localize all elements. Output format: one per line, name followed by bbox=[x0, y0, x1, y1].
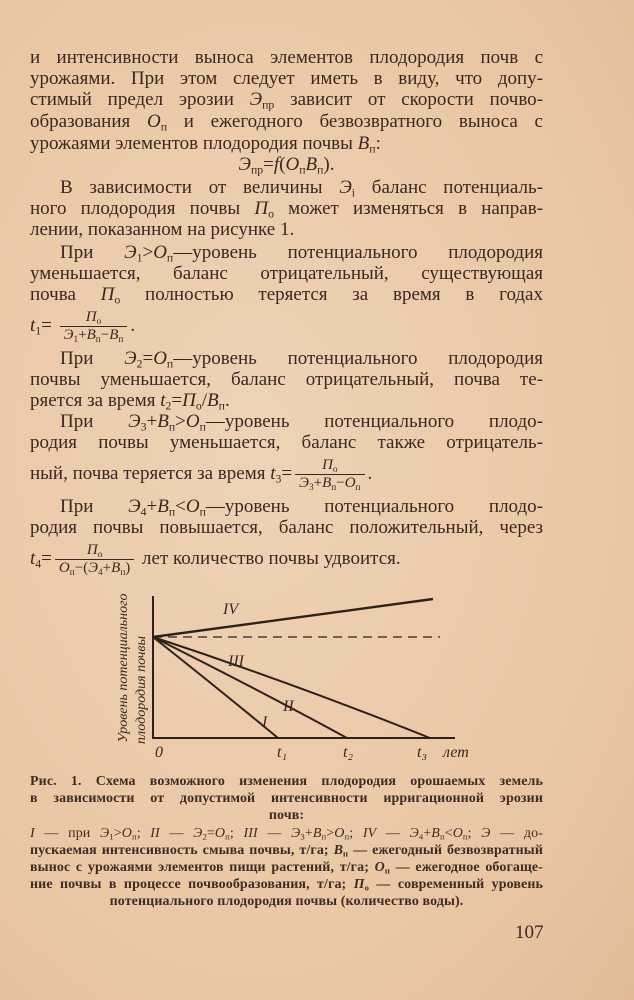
math-base: В bbox=[431, 826, 440, 841]
math-subscript: 3 bbox=[308, 482, 314, 493]
math-base: О bbox=[374, 860, 385, 875]
text-run: почвы уменьшается, баланс отрицательный, почва те- bbox=[30, 369, 543, 390]
text-run: < bbox=[175, 496, 186, 517]
math-base: О bbox=[58, 560, 70, 577]
math-base: П bbox=[85, 309, 97, 326]
math-base: Э bbox=[63, 327, 74, 344]
text-run: — современный уровень bbox=[369, 877, 543, 892]
text-run: — при bbox=[34, 826, 100, 841]
caption-line bbox=[30, 790, 543, 807]
text-run: При bbox=[60, 496, 129, 517]
math-base: В bbox=[312, 826, 322, 841]
math-base: Э bbox=[128, 496, 141, 517]
text-run: При bbox=[60, 348, 125, 369]
math-base: Э bbox=[128, 411, 141, 432]
text-run: урожаями. При этом следует иметь в виду, что допу- bbox=[30, 68, 543, 89]
text-run: ного плодородия почвы bbox=[30, 198, 255, 219]
math-subscript: п bbox=[120, 567, 126, 578]
math-subscript: п bbox=[168, 420, 176, 434]
math-subscript: о bbox=[114, 293, 121, 307]
math-base: t bbox=[30, 548, 36, 569]
math-symbol bbox=[334, 826, 349, 841]
math-subscript: п bbox=[355, 482, 361, 493]
math-symbol bbox=[354, 877, 369, 892]
label-curve-iii: III bbox=[228, 653, 244, 670]
math-base: Э bbox=[88, 560, 99, 577]
text-run: В зависимости от величины bbox=[60, 177, 340, 198]
text-run: родия почвы повышается, баланс положительный, через bbox=[30, 517, 543, 538]
math-base: Э bbox=[124, 348, 137, 369]
math-base: П bbox=[254, 198, 269, 219]
math-symbol bbox=[363, 826, 376, 841]
text-run: может изменяться в направ- bbox=[273, 198, 543, 219]
text-run: —уровень потенциального плодо- bbox=[205, 411, 543, 432]
curve-ii bbox=[153, 637, 347, 738]
math-subscript: 1 bbox=[73, 334, 79, 345]
math-subscript: о bbox=[96, 316, 102, 327]
text-run: — bbox=[159, 826, 194, 841]
math-subscript: i bbox=[351, 186, 356, 200]
math-subscript: 4 bbox=[140, 505, 147, 519]
curve-iv bbox=[153, 599, 433, 637]
text-run: : bbox=[375, 133, 381, 154]
label-curve-iv: IV bbox=[223, 601, 239, 618]
text-run: + bbox=[78, 327, 87, 344]
math-symbol bbox=[313, 826, 326, 841]
math-base: В bbox=[305, 154, 318, 175]
text-run: ( bbox=[279, 154, 286, 175]
math-base: В bbox=[322, 475, 332, 492]
text-run: почв: bbox=[268, 808, 305, 823]
math-subscript: п bbox=[168, 505, 176, 519]
math-base: О bbox=[185, 496, 200, 517]
text-run: — до- bbox=[490, 826, 543, 841]
text-run: полностью теряется за время в годах bbox=[120, 284, 543, 305]
math-base: Э bbox=[409, 826, 419, 841]
math-subscript: п bbox=[317, 163, 324, 177]
math-base: П bbox=[86, 542, 98, 559]
math-subscript: 4 bbox=[98, 567, 103, 578]
label-x-unit: лет bbox=[443, 744, 469, 761]
math-subscript: п bbox=[199, 420, 206, 434]
text-run: = bbox=[206, 826, 215, 841]
text-run: > bbox=[113, 826, 122, 841]
math-subscript: 4 bbox=[35, 557, 42, 571]
math-base: О bbox=[185, 411, 200, 432]
text-run: При bbox=[60, 411, 129, 432]
label-t3: t₃ bbox=[417, 744, 428, 761]
text-run: + bbox=[304, 826, 313, 841]
math-base: О bbox=[285, 154, 300, 175]
math-base: В bbox=[207, 390, 219, 411]
math-subscript: п bbox=[166, 357, 174, 371]
math-base: Э bbox=[291, 826, 301, 841]
text-run: . bbox=[224, 390, 230, 411]
text-run: − bbox=[100, 327, 110, 344]
math-base: Э bbox=[193, 826, 203, 841]
math-base: В bbox=[109, 327, 119, 344]
math-base: О bbox=[452, 826, 463, 841]
text-run: Рис. 1. Схема возможного изменения плодородия орошаемых земель bbox=[30, 774, 543, 789]
math-subscript: п bbox=[131, 831, 137, 842]
math-symbol bbox=[215, 826, 230, 841]
text-run: — bbox=[376, 826, 410, 841]
math-base: В bbox=[111, 560, 121, 577]
math-subscript: 1 bbox=[136, 251, 143, 265]
math-subscript: о bbox=[97, 549, 103, 560]
math-base: II bbox=[150, 826, 160, 841]
math-subscript: 1 bbox=[35, 324, 42, 338]
label-curve-ii: II bbox=[283, 698, 294, 715]
caption-legend-line bbox=[30, 859, 543, 876]
text-run: — ежегодное обогаще- bbox=[389, 860, 543, 875]
math-symbol bbox=[431, 826, 444, 841]
math-base: О bbox=[344, 475, 356, 492]
math-base: О bbox=[153, 242, 167, 263]
math-subscript: п bbox=[299, 163, 306, 177]
math-base: Э bbox=[100, 826, 110, 841]
text-run: + bbox=[102, 560, 112, 577]
math-subscript: о bbox=[268, 207, 274, 221]
text-run: = bbox=[142, 348, 154, 369]
math-base: III bbox=[243, 826, 258, 841]
math-base: В bbox=[86, 327, 96, 344]
math-base: П bbox=[182, 390, 196, 411]
page-number: 107 bbox=[515, 922, 544, 943]
text-run: + bbox=[313, 475, 323, 492]
text-run: . bbox=[367, 463, 373, 484]
caption-legend-line bbox=[30, 825, 543, 842]
math-subscript: 3 bbox=[300, 831, 305, 842]
math-subscript: о bbox=[195, 399, 202, 413]
math-base: Э bbox=[339, 177, 352, 198]
math-subscript: 3 bbox=[275, 472, 282, 486]
caption-line bbox=[30, 773, 543, 790]
math-base: Э bbox=[249, 89, 263, 110]
math-base: О bbox=[146, 111, 161, 132]
text-run: > bbox=[326, 826, 335, 841]
math-base: О bbox=[121, 826, 132, 841]
math-subscript: п bbox=[439, 831, 445, 842]
text-run: ние почвы в процессе почвообразования, т/га; bbox=[30, 877, 354, 892]
math-subscript: о bbox=[364, 882, 370, 893]
math-subscript: п bbox=[160, 120, 167, 134]
label-origin: 0 bbox=[155, 744, 163, 761]
math-symbol bbox=[291, 826, 305, 841]
math-base: О bbox=[153, 348, 167, 369]
math-subscript: п bbox=[218, 399, 225, 413]
math-base: Э bbox=[299, 475, 309, 492]
text-run: − bbox=[336, 475, 345, 492]
text-run: —уровень потенциального плодородия bbox=[173, 348, 543, 369]
text-run: и интенсивности выноса элементов плодородия почв с bbox=[30, 47, 543, 68]
math-base: IV bbox=[362, 826, 377, 841]
math-symbol bbox=[150, 826, 160, 841]
text-run: = bbox=[41, 548, 52, 569]
y-axis-label-2: плодородия почвы bbox=[134, 636, 149, 744]
math-symbol bbox=[334, 843, 349, 858]
math-subscript: пр bbox=[262, 98, 275, 112]
text-run: вынос с урожаями элементов пищи растений, т/га; bbox=[30, 860, 375, 875]
math-subscript: п bbox=[199, 505, 206, 519]
math-base: I bbox=[30, 826, 35, 841]
math-subscript: п bbox=[166, 251, 174, 265]
math-base: f bbox=[273, 154, 280, 175]
math-base: Э bbox=[124, 242, 137, 263]
text-run: лении, показанном на рисунке 1. bbox=[30, 219, 295, 240]
math-subscript: о bbox=[332, 464, 338, 475]
math-symbol bbox=[100, 826, 114, 841]
math-symbol bbox=[410, 826, 424, 841]
math-base: t bbox=[270, 463, 276, 484]
math-subscript: п bbox=[95, 334, 101, 345]
text-run: образования bbox=[30, 111, 147, 132]
text-run: + bbox=[146, 411, 158, 432]
curve-iii bbox=[153, 637, 430, 738]
math-symbol bbox=[375, 860, 390, 875]
label-curve-i: I bbox=[262, 714, 268, 731]
text-run: стимый предел эрозии bbox=[30, 89, 250, 110]
math-subscript: п bbox=[118, 334, 124, 345]
text-run: + bbox=[146, 496, 158, 517]
text-run: = bbox=[41, 315, 57, 336]
math-symbol bbox=[122, 826, 137, 841]
math-base: В bbox=[157, 411, 169, 432]
text-run: лет количество почвы удвоится. bbox=[137, 548, 401, 569]
text-run: ; bbox=[136, 826, 151, 841]
math-base: t bbox=[160, 390, 166, 411]
text-run: < bbox=[444, 826, 453, 841]
math-base: П bbox=[100, 284, 115, 305]
math-subscript: 1 bbox=[109, 831, 114, 842]
caption-legend-line bbox=[30, 893, 543, 910]
math-subscript: пр bbox=[250, 163, 264, 177]
text-run: уменьшается, баланс отрицательный, существующая bbox=[30, 263, 543, 284]
math-subscript: п bbox=[321, 831, 327, 842]
text-run: почва bbox=[30, 284, 101, 305]
math-base: Э bbox=[481, 826, 491, 841]
label-t2: t₂ bbox=[343, 744, 354, 761]
text-run: потенциального плодородия почвы (количество воды). bbox=[109, 894, 464, 909]
text-run: > bbox=[175, 411, 186, 432]
text-run: + bbox=[423, 826, 432, 841]
math-subscript: 4 bbox=[418, 831, 424, 842]
math-subscript: п bbox=[344, 831, 350, 842]
text-run: ; bbox=[467, 826, 482, 841]
curve-i bbox=[153, 637, 278, 738]
text-run: — bbox=[257, 826, 292, 841]
text-run: ). bbox=[323, 154, 335, 175]
text-run: При bbox=[60, 242, 125, 263]
text-run: . bbox=[130, 315, 136, 336]
math-subscript: п bbox=[69, 567, 75, 578]
math-subscript: 3 bbox=[140, 420, 147, 434]
text-run: ный, почва теряется за время bbox=[30, 463, 271, 484]
math-base: О bbox=[334, 826, 345, 841]
math-base: t bbox=[30, 315, 36, 336]
text-run: в зависимости от допустимой интенсивности ирригационной эрозии bbox=[30, 791, 543, 806]
text-run: ряется за время bbox=[30, 390, 161, 411]
math-base: В bbox=[357, 133, 370, 154]
math-symbol bbox=[193, 826, 207, 841]
caption-legend-line bbox=[30, 842, 543, 859]
text-run: ; bbox=[229, 826, 244, 841]
math-subscript: п bbox=[369, 142, 376, 156]
math-base: В bbox=[157, 496, 169, 517]
math-subscript: 2 bbox=[202, 831, 207, 842]
text-run: > bbox=[142, 242, 154, 263]
text-run: зависит от скорости почво- bbox=[274, 89, 543, 110]
text-run: урожаями элементов плодородия почвы bbox=[30, 133, 358, 154]
math-symbol bbox=[453, 826, 468, 841]
text-run: родия почвы уменьшается, баланс также отрицатель- bbox=[30, 432, 543, 453]
text-run: = bbox=[263, 154, 274, 175]
math-symbol bbox=[243, 826, 257, 841]
text-run: и ежегодного безвозвратного выноса с bbox=[166, 111, 543, 132]
math-subscript: п bbox=[462, 831, 468, 842]
math-subscript: 2 bbox=[165, 399, 172, 413]
math-subscript: 2 bbox=[136, 357, 143, 371]
math-symbol bbox=[481, 826, 490, 841]
text-run: = bbox=[171, 390, 183, 411]
label-t1: t₁ bbox=[277, 744, 288, 761]
math-subscript: п bbox=[343, 848, 349, 859]
math-base: П bbox=[322, 457, 333, 474]
math-base: П bbox=[353, 877, 365, 892]
math-subscript: п bbox=[225, 831, 230, 842]
text-run: пускаемая интенсивность смыва почвы, т/га; bbox=[30, 843, 334, 858]
text-run: — ежегодный безвозвратный bbox=[348, 843, 543, 858]
text-run: —уровень потенциального плодо- bbox=[205, 496, 543, 517]
math-base: Э bbox=[238, 154, 251, 175]
text-run: баланс потенциаль- bbox=[355, 177, 544, 198]
text-run: —уровень потенциального плодородия bbox=[173, 242, 543, 263]
text-run: −( bbox=[74, 560, 89, 577]
text-run: / bbox=[201, 390, 208, 411]
y-axis-label-1: Уровень потенциального bbox=[116, 593, 131, 743]
caption-legend-line bbox=[30, 876, 543, 893]
math-subscript: п bbox=[384, 865, 390, 876]
caption-line bbox=[30, 807, 543, 824]
text-run: ; bbox=[349, 826, 363, 841]
math-base: О bbox=[214, 826, 226, 841]
text-run: ) bbox=[125, 560, 131, 577]
text-run: = bbox=[281, 463, 293, 484]
math-subscript: п bbox=[331, 482, 337, 493]
math-base: В bbox=[333, 843, 344, 858]
